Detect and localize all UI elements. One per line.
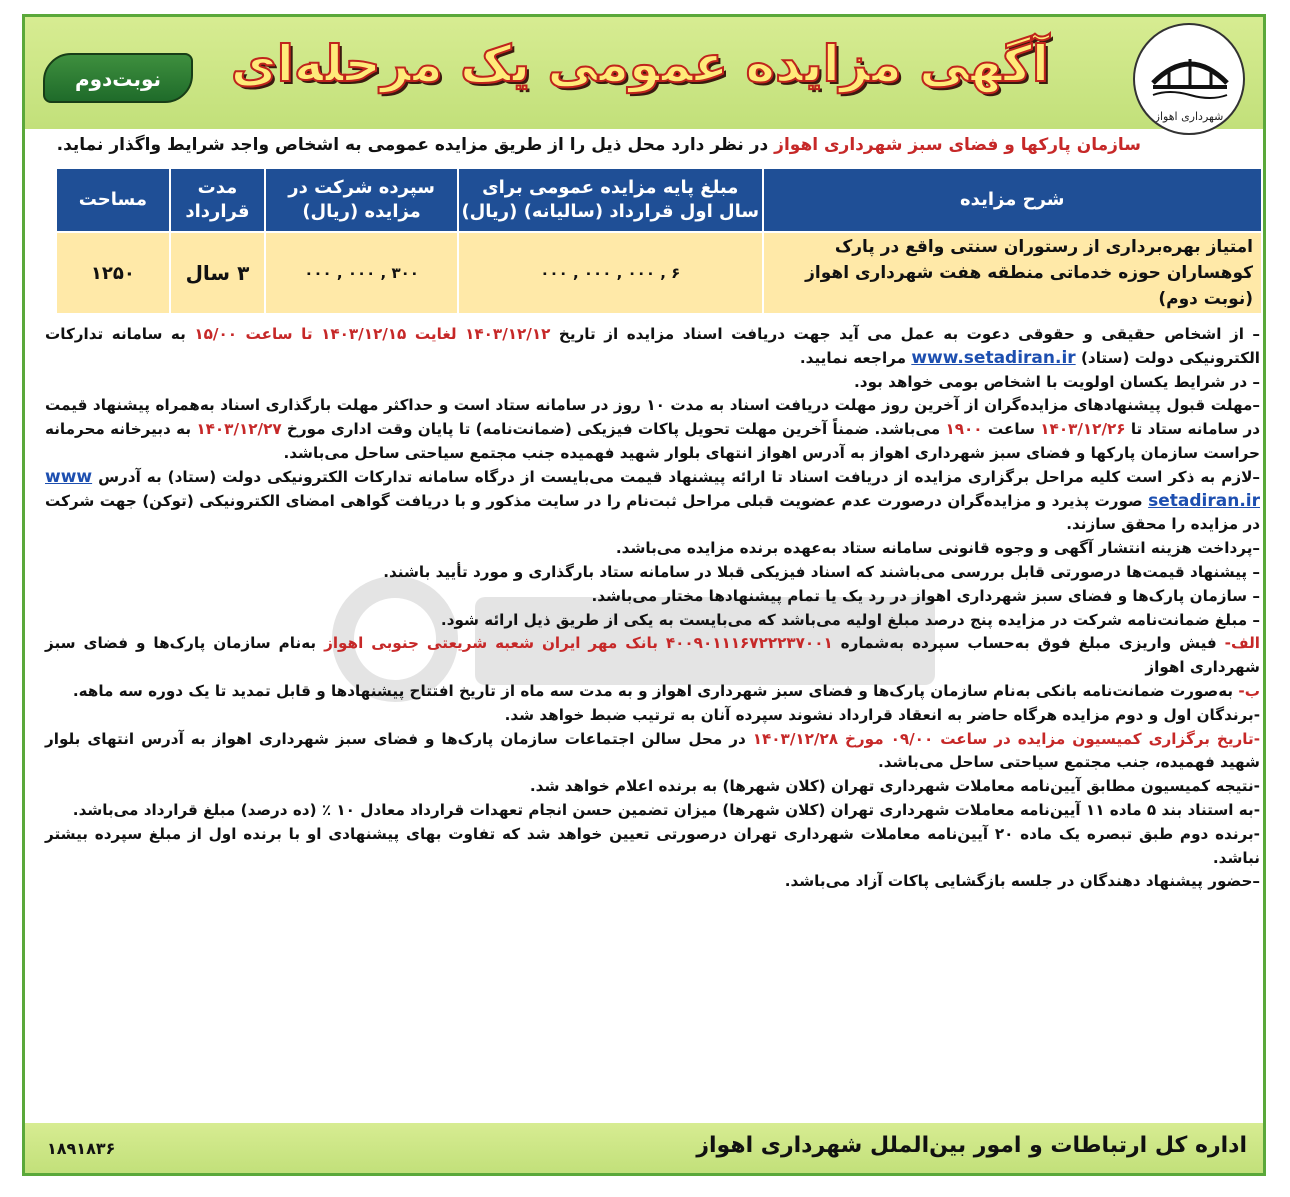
td-deposit: ۳۰۰ , ۰۰۰ , ۰۰۰ xyxy=(265,232,458,314)
notice-code: ۱۸۹۱۸۳۶ xyxy=(47,1139,116,1158)
logo-caption: شهرداری اهواز xyxy=(1154,110,1224,123)
clause-text: به دبیرخانه محرمانه حراست سازمان پارکها و فضای سبز شهرداری اهواز به آدرس اهواز انتهای بلوار شهید فهمیده جنب مجتمع سیاحتی ساحل می‌باشد. xyxy=(45,420,1260,462)
td-base-price: ۶ , ۰۰۰ , ۰۰۰ , ۰۰۰ xyxy=(458,232,763,314)
notice-title: آگهی مزایده عمومی یک مرحله‌ای xyxy=(230,35,1050,93)
setadiran-link-2[interactable]: www setadiran.ir xyxy=(45,466,1260,511)
th-description: شرح مزایده xyxy=(763,168,1262,232)
clause-option-a xyxy=(45,632,1260,680)
clause-online-process xyxy=(45,466,1260,537)
clause-option-b xyxy=(45,680,1260,704)
setadiran-link[interactable]: www.setadiran.ir xyxy=(911,347,1076,368)
td-area: ۱۲۵۰ xyxy=(56,232,170,314)
intro-line xyxy=(41,135,1141,155)
notice-frame xyxy=(22,14,1266,1176)
clause-text: صورت پذیرد و مزایده‌گران درصورت عدم عضویت قبلی مراحل ثبت‌نام را در سایت مذکور و با دریافت گواهی امضای الکترونیکی (توکن) جهت شرکت در مزایده را محقق سازند. xyxy=(45,491,1260,534)
clause-text: –لازم به ذکر است کلیه مراحل برگزاری مزایده از دریافت اسناد تا ارائه پیشنهاد قیمت می‌بایست از درگاه سامانه تدارکات الکترونیکی دولت (ستاد) به آدرس xyxy=(92,467,1260,486)
clause-forfeit: -برندگان اول و دوم مزایده هرگاه حاضر به انعقاد قرارداد نشوند سپرده آنان به ترتیب ضبط خواهد شد. xyxy=(504,705,1260,724)
clause-date: ۱۴۰۳/۱۲/۲۷ xyxy=(196,420,282,439)
account-number: ۴۰۰۹۰۱۱۱۶۷۲۲۲۳۷۰۰۱ بانک مهر ایران شعبه شریعتی جنوبی اهواز xyxy=(324,634,833,653)
clause-documents xyxy=(45,323,1260,371)
commission-date: -تاریخ برگزاری کمیسیون مزایده در ساعت ۰۹/۰۰ مورخ ۱۴۰۳/۱۲/۲۸ xyxy=(752,729,1261,748)
clause-text: مراجعه نمایید. xyxy=(799,348,912,367)
clause-time: ۱۹۰۰ xyxy=(945,420,983,439)
option-label: الف- xyxy=(1216,634,1260,653)
municipality-logo xyxy=(1133,23,1245,135)
td-description: امتیاز بهره‌برداری از رستوران سنتی واقع در پارک کوهساران حوزه خدماتی منطقه هفت شهرداری اهواز (نوبت دوم) xyxy=(763,232,1262,314)
intro-org: سازمان پارکها و فضای سبز شهرداری اهواز xyxy=(774,135,1141,155)
th-deposit: سپرده شرکت در مزایده (ریال) xyxy=(265,168,458,232)
clause-guarantee: – مبلغ ضمانت‌نامه شرکت در مزایده پنج درصد مبلغ اولیه می‌باشد که می‌بایست به یکی از طریق ذیل ارائه شود. xyxy=(440,610,1260,629)
clause-text: – از اشخاص حقیقی و حقوقی دعوت به عمل می آید جهت دریافت اسناد مزایده از تاریخ xyxy=(550,325,1261,343)
table-row xyxy=(56,232,1262,314)
clause-text: می‌باشد. ضمناً آخرین مهلت تحویل پاکات فیزیکی (ضمانت‌نامه) تا پایان وقت اداری مورخ xyxy=(281,420,946,439)
clause-dates: ۱۴۰۳/۱۲/۱۲ لغایت ۱۴۰۳/۱۲/۱۵ تا ساعت ۱۵/۰۰ xyxy=(194,325,551,343)
round-badge: نوبت‌دوم xyxy=(43,53,193,103)
bridge-icon xyxy=(1149,41,1231,103)
th-area: مساحت xyxy=(56,168,170,232)
clause-priority: – در شرایط یکسان اولویت با اشخاص بومی خواهد بود. xyxy=(854,372,1260,391)
td-duration: ۳ سال xyxy=(170,232,265,314)
clause-text: –مهلت قبول پیشنهادهای مزایده‌گران از آخرین روز مهلت دریافت اسناد به مدت ۱۰ روز در سامانه ستاد است و حداکثر مهلت بارگذاری اسناد به‌همراه پیشنهاد قیمت در سامانه ستاد تا xyxy=(45,396,1260,439)
table-header-row xyxy=(56,168,1262,232)
clause-review: – پیشنهاد قیمت‌ها درصورتی قابل بررسی می‌باشند که اسناد فیزیکی قبلا در سامانه ستاد بارگذاری و مورد تأیید باشند. xyxy=(383,562,1260,581)
notice-header xyxy=(25,17,1263,129)
notice-footer xyxy=(25,1123,1263,1173)
clause-text: در محل سالن اجتماعات سازمان پارک‌ها و فضای سبز شهرداری اهواز به آدرس انتهای بلوار شهید فهمیده، جنب مجتمع سیاحتی ساحل می‌باشد. xyxy=(45,729,1260,772)
intro-rest: در نظر دارد محل ذیل را از طریق مزایده عمومی به اشخاص واجد شرایط واگذار نماید. xyxy=(56,135,775,155)
clause-performance: -به استناد بند ۵ ماده ۱۱ آیین‌نامه معاملات شهرداری تهران (کلان شهرها) میزان تضمین حسن انجام تعهدات قرارداد معادل ۱۰ ٪ (ده درصد) مبلغ قرارداد می‌باشد. xyxy=(72,800,1260,819)
notice-body xyxy=(45,323,1260,894)
clause-attendance: –حضور پیشنهاد دهندگان در جلسه بازگشایی پاکات آزاد می‌باشد. xyxy=(784,872,1260,891)
clause-text: ساعت xyxy=(982,420,1041,439)
th-base-price: مبلغ پایه مزایده عمومی برای سال اول قرارداد (سالیانه) (ریال) xyxy=(458,168,763,232)
clause-date: ۱۴۰۳/۱۲/۲۶ xyxy=(1040,420,1126,439)
clause-text: به سامانه تدارکات الکترونیکی دولت (ستاد) xyxy=(45,325,1260,367)
auction-table xyxy=(55,167,1263,315)
clause-deadline xyxy=(45,394,1260,465)
clause-commission xyxy=(45,728,1260,776)
clause-reject: – سازمان پارک‌ها و فضای سبز شهرداری اهواز در رد یک یا تمام پیشنهادها مختار می‌باشد. xyxy=(591,586,1260,605)
clause-result: -نتیجه کمیسیون مطابق آیین‌نامه معاملات شهرداری تهران (کلان شهرها) به برنده اعلام خواهد شد. xyxy=(529,777,1260,796)
clause-text: فیش واریزی مبلغ فوق به‌حساب سپرده به‌شماره xyxy=(832,634,1217,653)
clause-text: به‌صورت ضمانت‌نامه بانکی به‌نام سازمان پارک‌ها و فضای سبز شهرداری اهواز و به مدت سه ماه از تاریخ افتتاح پیشنهادها و قابل تمدید تا یک دوره سه ماهه. xyxy=(72,681,1234,700)
option-label: ب- xyxy=(1233,681,1260,700)
clause-fees: –پرداخت هزینه انتشار آگهی و وجوه قانونی سامانه ستاد به‌عهده برنده مزایده می‌باشد. xyxy=(615,539,1260,558)
footer-title: اداره کل ارتباطات و امور بین‌الملل شهرداری اهواز xyxy=(696,1133,1247,1158)
th-duration: مدت قرارداد xyxy=(170,168,265,232)
clause-text: به‌نام سازمان پارک‌ها و فضای سبز شهرداری اهواز xyxy=(45,634,1260,677)
clause-second-winner: -برنده دوم طبق تبصره یک ماده ۲۰ آیین‌نامه معاملات شهرداری تهران درصورتی تعیین خواهد شد که تفاوت بهای پیشنهادی او با برنده اول از مبلغ سپرده بیشتر نباشد. xyxy=(45,824,1260,867)
